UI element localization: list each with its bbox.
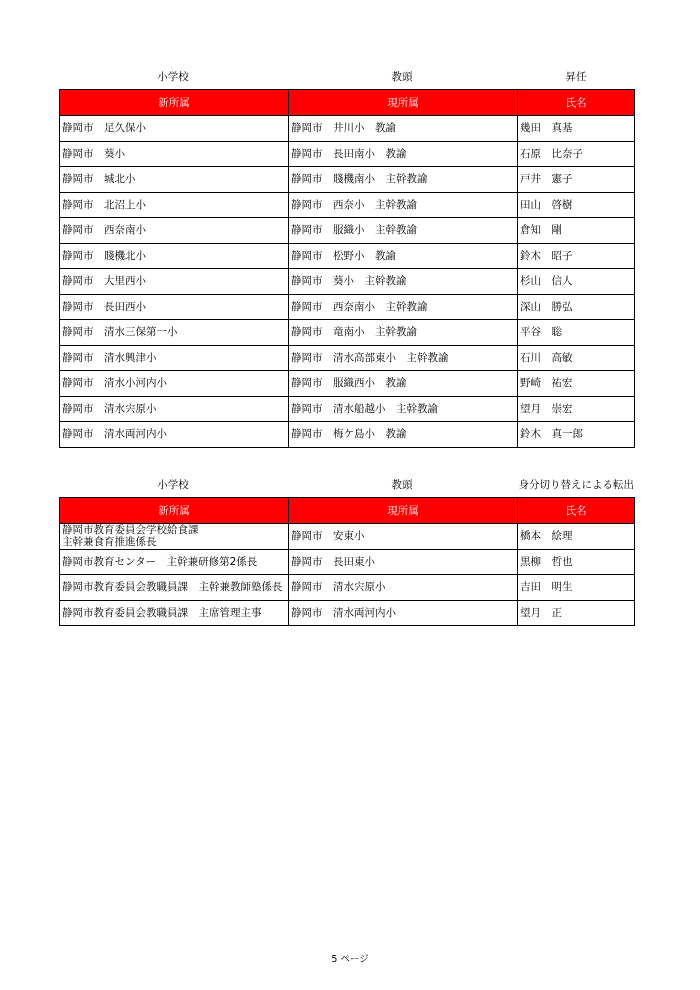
category-label: 身分切り替えによる転出 — [518, 479, 634, 491]
name-cell: 吉田 明生 — [518, 575, 635, 601]
page-number: 5 ページ — [331, 954, 369, 965]
name-cell: 平谷 聡 — [518, 320, 635, 346]
category-label: 昇任 — [565, 71, 587, 83]
current-dept-cell: 静岡市 松野小 教諭 — [289, 243, 518, 269]
name-cell: 戸井 憲子 — [518, 167, 635, 193]
header-new-dept: 新所属 — [60, 90, 289, 116]
transfer-section — [59, 478, 634, 626]
new-dept-cell: 静岡市 清水三保第一小 — [60, 320, 289, 346]
table-row — [60, 192, 635, 218]
new-dept-cell: 静岡市教育委員会教職員課 主幹兼教師塾係長 — [60, 575, 289, 601]
new-dept-cell: 静岡市教育委員会学校給食課 主幹兼食育推進係長 — [60, 524, 289, 550]
new-dept-cell: 静岡市 清水両河内小 — [60, 422, 289, 448]
name-cell: 倉知 剛 — [518, 218, 635, 244]
new-dept-cell: 静岡市 北沼上小 — [60, 192, 289, 218]
name-cell: 深山 勝弘 — [518, 294, 635, 320]
current-dept-cell: 静岡市 安東小 — [289, 524, 518, 550]
table-row — [60, 371, 635, 397]
new-dept-cell: 静岡市 葵小 — [60, 141, 289, 167]
new-dept-cell: 静岡市 西奈南小 — [60, 218, 289, 244]
new-dept-cell: 静岡市 大里西小 — [60, 269, 289, 295]
table-row — [60, 320, 635, 346]
name-cell: 鈴木 昭子 — [518, 243, 635, 269]
current-dept-cell: 静岡市 清水宍原小 — [289, 575, 518, 601]
current-dept-cell: 静岡市 清水船越小 主幹教諭 — [289, 396, 518, 422]
table-row — [60, 345, 635, 371]
promotion-section — [59, 70, 634, 448]
table-row — [60, 243, 635, 269]
current-dept-cell: 静岡市 井川小 教諭 — [289, 116, 518, 142]
new-dept-cell: 静岡市 清水小河内小 — [60, 371, 289, 397]
name-cell: 石川 高敏 — [518, 345, 635, 371]
current-dept-cell: 静岡市 服織西小 教諭 — [289, 371, 518, 397]
table-row — [60, 294, 635, 320]
header-name: 氏名 — [518, 90, 635, 116]
transfer-table — [59, 497, 635, 626]
new-dept-cell: 静岡市 清水宍原小 — [60, 396, 289, 422]
new-dept-cell: 静岡市 長田西小 — [60, 294, 289, 320]
new-dept-cell: 静岡市 城北小 — [60, 167, 289, 193]
table-row — [60, 600, 635, 626]
current-dept-cell: 静岡市 梅ケ島小 教諭 — [289, 422, 518, 448]
new-dept-cell: 静岡市 足久保小 — [60, 116, 289, 142]
current-dept-cell: 静岡市 西奈小 主幹教諭 — [289, 192, 518, 218]
name-cell: 鈴木 真一郎 — [518, 422, 635, 448]
current-dept-cell: 静岡市 清水高部東小 主幹教諭 — [289, 345, 518, 371]
table-row — [60, 549, 635, 575]
table-row — [60, 167, 635, 193]
current-dept-cell: 静岡市 賤機南小 主幹教諭 — [289, 167, 518, 193]
name-cell: 望月 正 — [518, 600, 635, 626]
table-row — [60, 575, 635, 601]
new-dept-cell: 静岡市 清水興津小 — [60, 345, 289, 371]
new-dept-cell: 静岡市教育委員会教職員課 主席管理主事 — [60, 600, 289, 626]
name-cell: 幾田 真基 — [518, 116, 635, 142]
current-dept-cell: 静岡市 清水両河内小 — [289, 600, 518, 626]
promotion-table — [59, 89, 635, 448]
table-header-row — [60, 498, 635, 524]
table-row — [60, 422, 635, 448]
table-row — [60, 141, 635, 167]
new-dept-cell: 静岡市教育センター 主幹兼研修第2係長 — [60, 549, 289, 575]
section-caption — [59, 70, 634, 89]
name-cell: 橋本 絵理 — [518, 524, 635, 550]
header-current-dept: 現所属 — [289, 498, 518, 524]
school-type-label: 小学校 — [157, 479, 189, 491]
current-dept-cell: 静岡市 服織小 主幹教諭 — [289, 218, 518, 244]
name-cell: 野崎 祐宏 — [518, 371, 635, 397]
header-new-dept: 新所属 — [60, 498, 289, 524]
current-dept-cell: 静岡市 西奈南小 主幹教諭 — [289, 294, 518, 320]
name-cell: 田山 啓樹 — [518, 192, 635, 218]
name-cell: 石原 比奈子 — [518, 141, 635, 167]
current-dept-cell: 静岡市 長田東小 — [289, 549, 518, 575]
name-cell: 黒柳 哲也 — [518, 549, 635, 575]
table-row — [60, 524, 635, 550]
current-dept-cell: 静岡市 長田南小 教諭 — [289, 141, 518, 167]
table-row — [60, 218, 635, 244]
table-row — [60, 269, 635, 295]
header-current-dept: 現所属 — [289, 90, 518, 116]
name-cell: 杉山 信人 — [518, 269, 635, 295]
new-dept-cell: 静岡市 賤機北小 — [60, 243, 289, 269]
name-cell: 望月 崇宏 — [518, 396, 635, 422]
table-row — [60, 396, 635, 422]
section-caption — [59, 478, 634, 497]
current-dept-cell: 静岡市 竜南小 主幹教諭 — [289, 320, 518, 346]
table-row — [60, 116, 635, 142]
current-dept-cell: 静岡市 葵小 主幹教諭 — [289, 269, 518, 295]
header-name: 氏名 — [518, 498, 635, 524]
school-type-label: 小学校 — [157, 71, 189, 83]
table-header-row — [60, 90, 635, 116]
position-label: 教頭 — [391, 479, 413, 491]
position-label: 教頭 — [391, 71, 413, 83]
